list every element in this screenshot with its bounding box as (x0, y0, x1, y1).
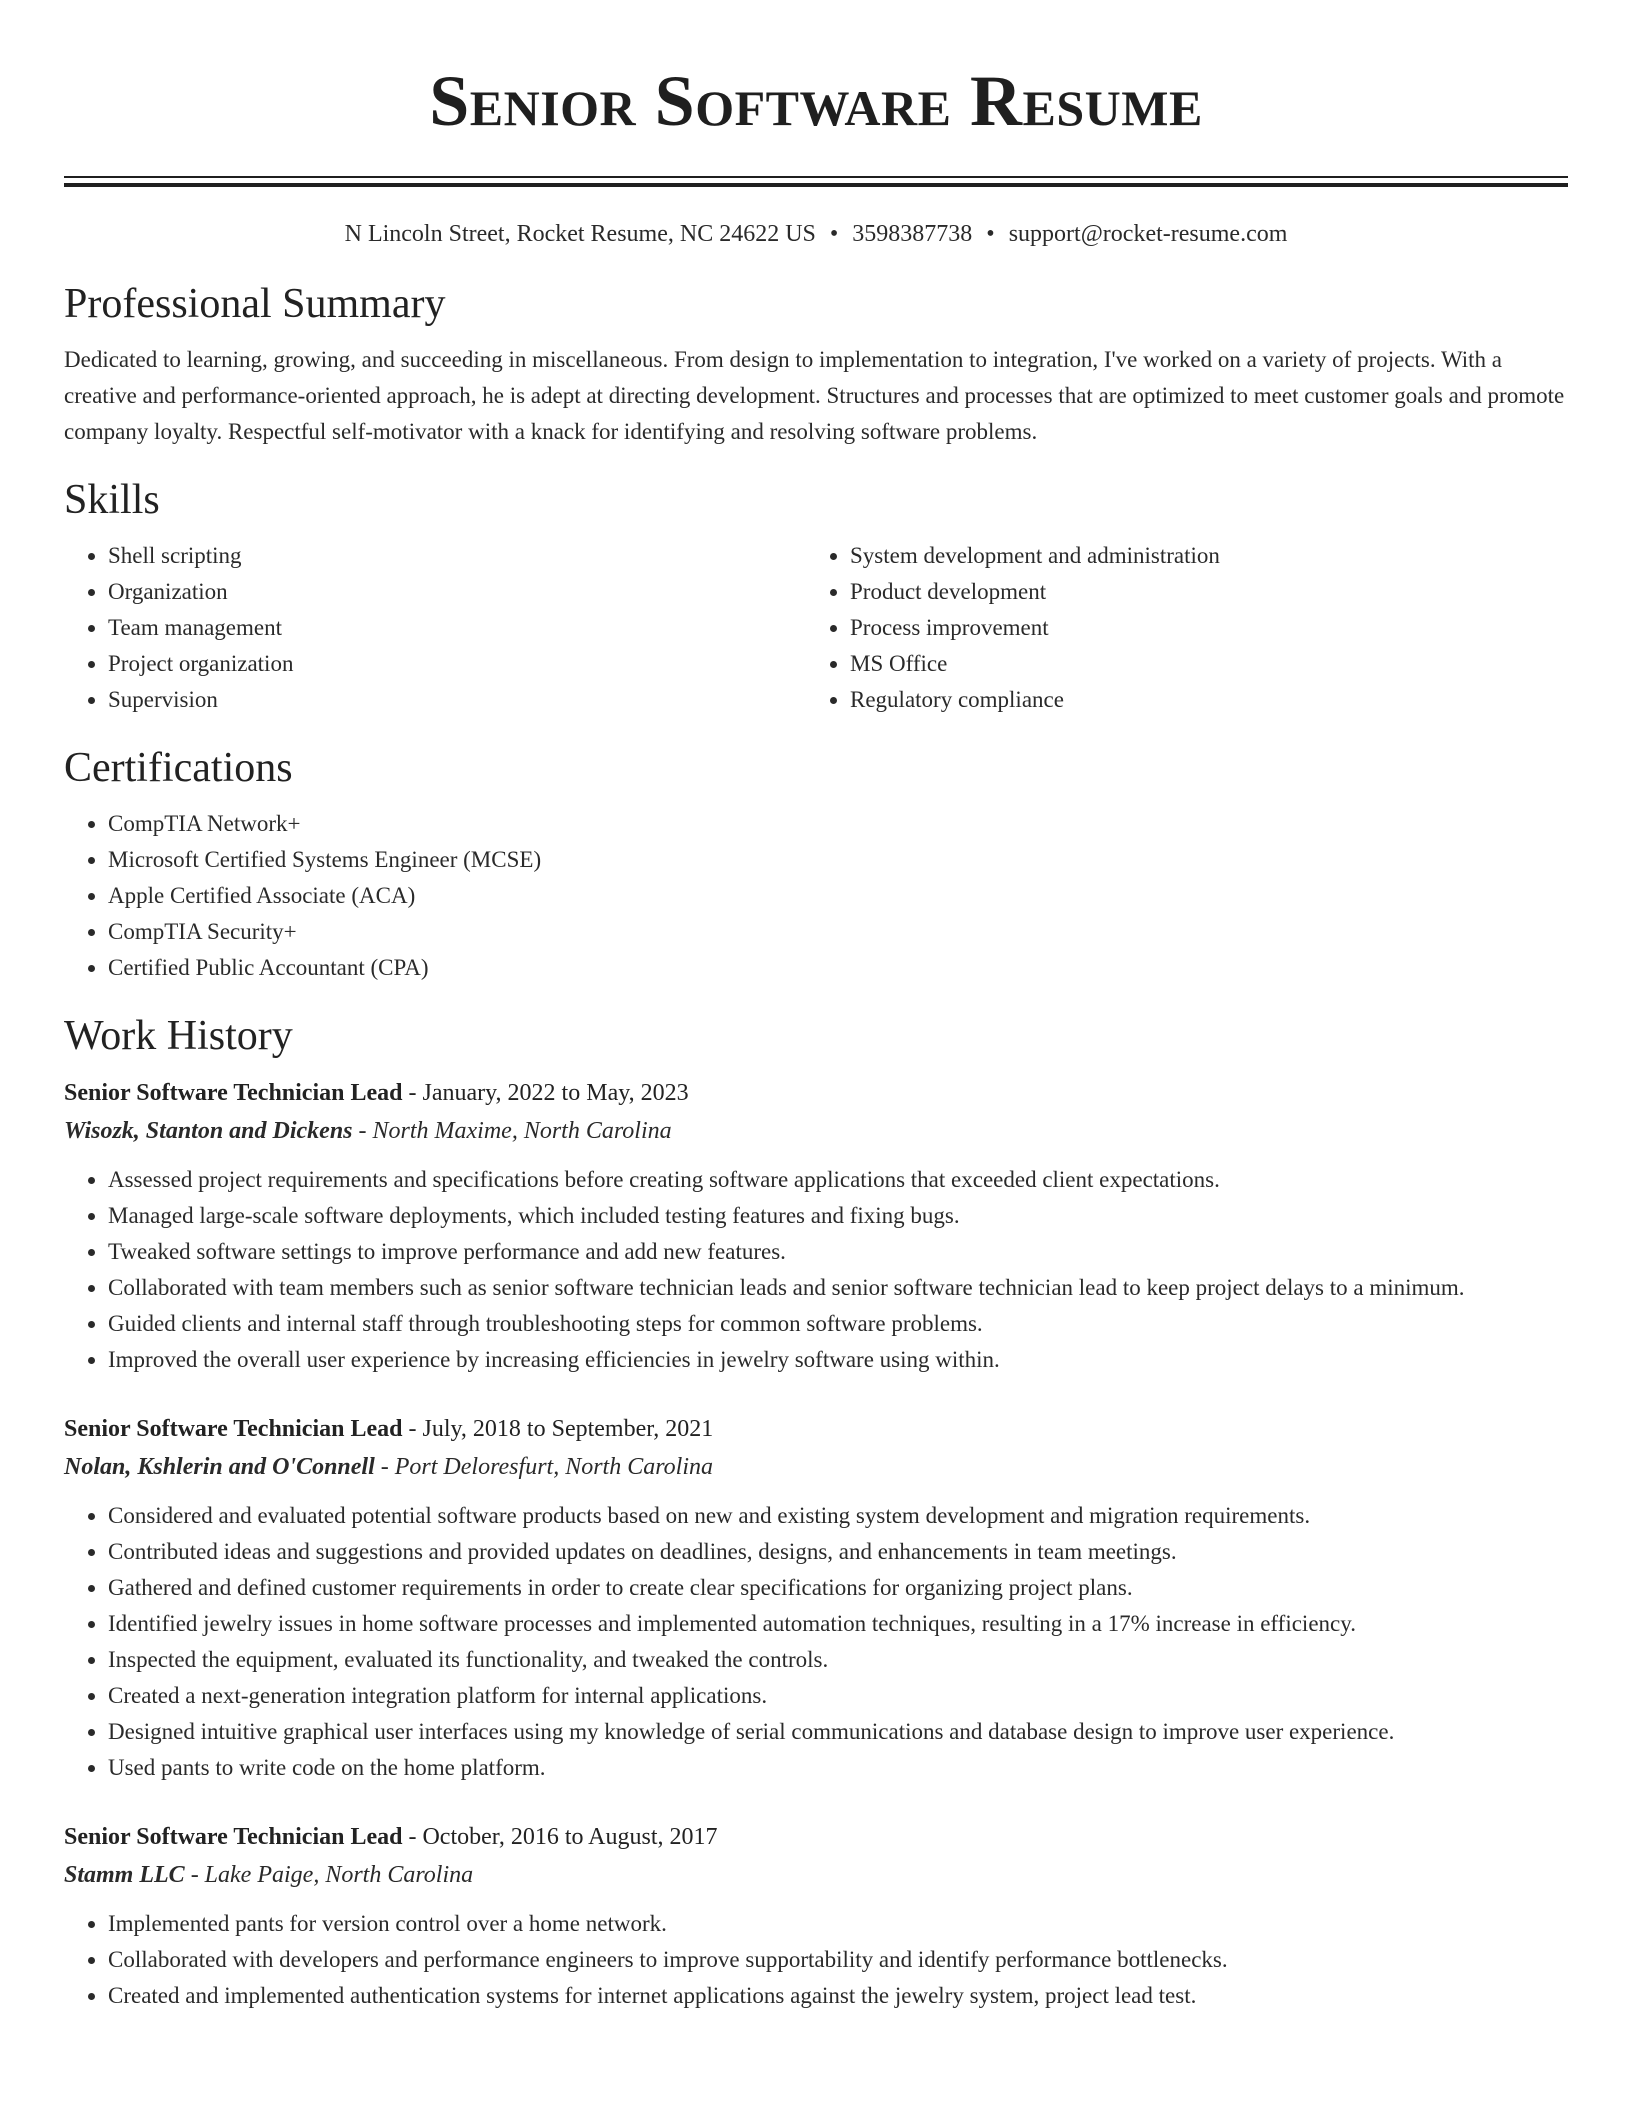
job-entry (64, 1410, 1568, 1786)
job-duty-item: • Collaborated with team members such as senior software technician leads and senior software technician lead to keep project delays to a minimum. (108, 1270, 1568, 1306)
job-duty-item: • Gathered and defined customer requirements in order to create clear specifications for organizing project plans. (108, 1570, 1568, 1606)
job-dates: - October, 2016 to August, 2017 (402, 1824, 718, 1850)
certification-item: • CompTIA Network+ (108, 806, 1568, 842)
job-duty-item: • Created a next-generation integration platform for internal applications. (108, 1678, 1568, 1714)
skill-item: • Supervision (108, 682, 806, 718)
job-duty-item: • Assessed project requirements and specifications before creating software applications that exceeded client expectations. (108, 1162, 1568, 1198)
skill-item: • Shell scripting (108, 538, 806, 574)
skill-item: • Regulatory compliance (850, 682, 1548, 718)
title-divider (64, 176, 1568, 178)
section-heading-work-history: Work History (64, 1013, 293, 1059)
section-heading-summary: Professional Summary (64, 281, 446, 327)
job-dates: - July, 2018 to September, 2021 (402, 1416, 714, 1442)
certification-item: • Apple Certified Associate (ACA) (108, 878, 1568, 914)
job-role: Senior Software Technician Lead (64, 1080, 403, 1106)
certification-item: • Certified Public Accountant (CPA) (108, 950, 1568, 986)
certifications-list (64, 806, 1568, 986)
summary-text: Dedicated to learning, growing, and succeeding in miscellaneous. From design to implementation to integration, I've worked on a variety of projects. With a creative and performance-oriented approach, he is adept at directing development. Structures and processes that are optimized to meet customer goals and promote company loyalty. Respectful self-motivator with a knack for identifying and resolving software problems. (64, 347, 1565, 444)
job-duties (64, 1498, 1568, 1786)
job-role: Senior Software Technician Lead (64, 1824, 403, 1850)
job-company: Nolan, Kshlerin and O'Connell (64, 1454, 375, 1480)
job-company-line (64, 1856, 1568, 1894)
job-duties (64, 1162, 1568, 1378)
skill-item: • System development and administration (850, 538, 1548, 574)
job-duty-item: • Used pants to write code on the home platform. (108, 1750, 1568, 1786)
skills-column-left (64, 538, 806, 718)
job-duty-item: • Guided clients and internal staff through troubleshooting steps for common software problems. (108, 1306, 1568, 1342)
job-duty-item: • Created and implemented authentication systems for internet applications against the jewelry system, project lead test. (108, 1978, 1568, 2014)
contact-line (64, 218, 1568, 250)
skill-item: • Product development (850, 574, 1548, 610)
job-entry (64, 1074, 1568, 1378)
job-title-line (64, 1818, 1568, 1856)
job-duty-item: • Inspected the equipment, evaluated its functionality, and tweaked the controls. (108, 1642, 1568, 1678)
contact-email: support@rocket-resume.com (1008, 221, 1288, 247)
job-duty-item: • Contributed ideas and suggestions and provided updates on deadlines, designs, and enhancements in team meetings. (108, 1534, 1568, 1570)
job-duties (64, 1906, 1568, 2014)
certification-item: • Microsoft Certified Systems Engineer (MCSE) (108, 842, 1568, 878)
contact-phone: 3598387738 (852, 221, 973, 247)
skill-item: • MS Office (850, 646, 1548, 682)
certification-item: • CompTIA Security+ (108, 914, 1568, 950)
resume-title: Senior Software Resume (429, 61, 1203, 141)
job-duty-item: • Tweaked software settings to improve performance and add new features. (108, 1234, 1568, 1270)
skills-grid (64, 538, 1568, 718)
job-duty-item: • Collaborated with developers and performance engineers to improve supportability and identify performance bottlenecks. (108, 1942, 1568, 1978)
contact-address: N Lincoln Street, Rocket Resume, NC 24622 US (344, 221, 816, 247)
certifications-section (64, 742, 1568, 986)
job-company-line (64, 1448, 1568, 1486)
job-duty-item: • Identified jewelry issues in home software processes and implemented automation techniques, resulting in a 17% increase in efficiency. (108, 1606, 1568, 1642)
resume-page (64, 0, 1568, 2014)
skill-item: • Project organization (108, 646, 806, 682)
job-duty-item: • Implemented pants for version control over a home network. (108, 1906, 1568, 1942)
job-company-line (64, 1112, 1568, 1150)
job-duty-item: • Managed large-scale software deployments, which included testing features and fixing bugs. (108, 1198, 1568, 1234)
contact-separator: • (829, 221, 839, 247)
job-location: - Lake Paige, North Carolina (184, 1862, 474, 1888)
skills-column-right (806, 538, 1548, 718)
skill-item: • Organization (108, 574, 806, 610)
summary-section (64, 278, 1568, 450)
work-history-section (64, 1010, 1568, 2014)
job-duty-item: • Designed intuitive graphical user interfaces using my knowledge of serial communications and database design to improve user experience. (108, 1714, 1568, 1750)
job-role: Senior Software Technician Lead (64, 1416, 403, 1442)
job-duty-item: • Improved the overall user experience by increasing efficiencies in jewelry software using within. (108, 1342, 1568, 1378)
job-duty-item: • Considered and evaluated potential software products based on new and existing system development and migration requirements. (108, 1498, 1568, 1534)
skills-section (64, 474, 1568, 718)
job-company: Stamm LLC (64, 1862, 185, 1888)
job-title-line (64, 1410, 1568, 1448)
job-dates: - January, 2022 to May, 2023 (402, 1080, 689, 1106)
skill-item: • Team management (108, 610, 806, 646)
section-heading-certifications: Certifications (64, 745, 293, 791)
job-location: - North Maxime, North Carolina (352, 1118, 672, 1144)
job-location: - Port Deloresfurt, North Carolina (374, 1454, 714, 1480)
skill-item: • Process improvement (850, 610, 1548, 646)
job-title-line (64, 1074, 1568, 1112)
job-company: Wisozk, Stanton and Dickens (64, 1118, 353, 1144)
section-heading-skills: Skills (64, 477, 160, 523)
job-entry (64, 1818, 1568, 2014)
contact-separator: • (986, 221, 995, 247)
